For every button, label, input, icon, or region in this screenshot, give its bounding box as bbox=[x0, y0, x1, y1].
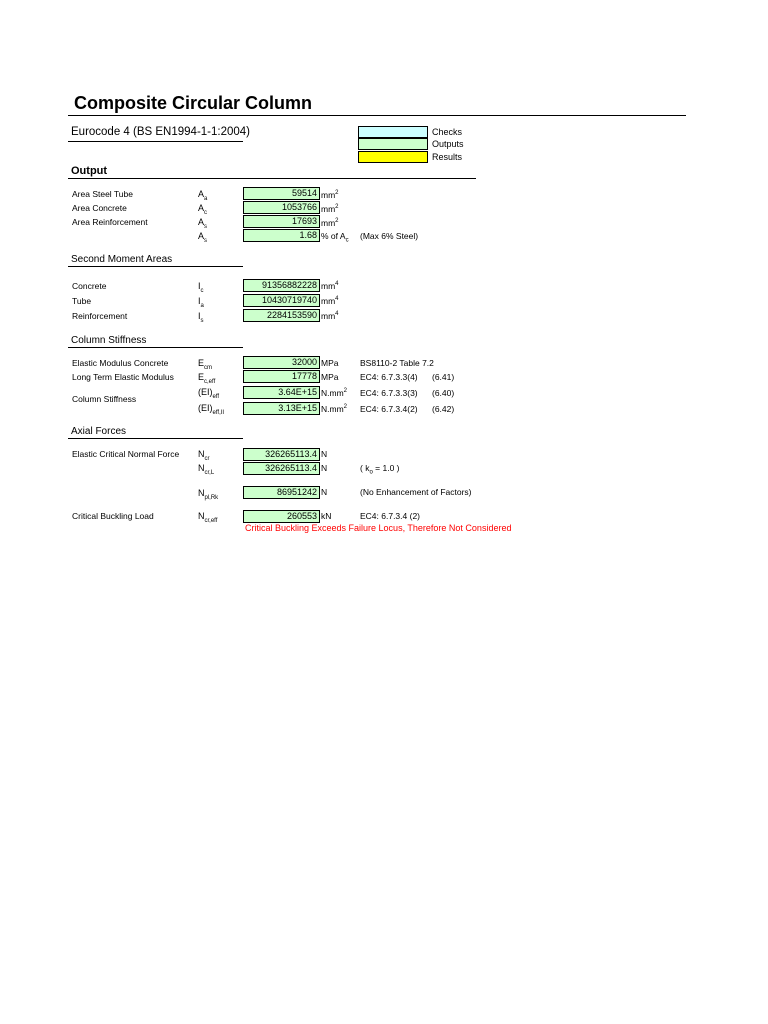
section-axial-divider bbox=[68, 438, 243, 439]
moment-tube-symbol: $I_a$ bbox=[198, 296, 204, 309]
area-reinforcement-symbol: $A_s$ bbox=[198, 217, 208, 230]
eceff-value: 17778 bbox=[243, 370, 320, 383]
legend-results-label: Results bbox=[432, 152, 463, 162]
ei-eff-equation: (6.40) bbox=[432, 388, 455, 398]
moment-reinforcement-symbol: $I_s$ bbox=[198, 311, 204, 324]
moment-reinforcement-unit: $mm^4$ bbox=[321, 310, 339, 321]
area-concrete-unit: $mm^2$ bbox=[321, 203, 339, 214]
ncrl-value: 326265113.4 bbox=[243, 462, 320, 475]
moment-tube-label: Tube bbox=[72, 296, 92, 306]
section-second-moment: Second Moment Areas bbox=[71, 254, 173, 265]
steel-ratio-symbol: $A_s$ bbox=[198, 231, 208, 244]
eceff-equation: (6.41) bbox=[432, 372, 455, 382]
ecm-label: Elastic Modulus Concrete bbox=[72, 358, 169, 368]
eceff-symbol: $E_{c,eff}$ bbox=[198, 372, 216, 385]
legend-outputs-swatch bbox=[358, 138, 428, 150]
moment-tube-value: 10430719740 bbox=[243, 294, 320, 307]
section-output: Output bbox=[71, 165, 108, 177]
ei-eff2-unit: $N.mm^2$ bbox=[321, 403, 348, 414]
ei-eff2-equation: (6.42) bbox=[432, 404, 455, 414]
area-concrete-label: Area Concrete bbox=[72, 203, 127, 213]
ncreff-reference: EC4: 6.7.3.4 (2) bbox=[360, 511, 421, 521]
ei-eff2-reference: EC4: 6.7.3.4(2) bbox=[360, 404, 418, 414]
nplrk-symbol: $N_{pl,Rk}$ bbox=[198, 488, 219, 501]
title-divider bbox=[68, 115, 686, 116]
steel-ratio-unit: % of $A_c$ bbox=[321, 231, 349, 244]
nplrk-unit: N bbox=[321, 487, 328, 497]
ncr-unit: N bbox=[321, 449, 328, 459]
ncreff-unit: kN bbox=[321, 511, 332, 521]
area-steel-tube-label: Area Steel Tube bbox=[72, 189, 133, 199]
area-concrete-symbol: $A_c$ bbox=[198, 203, 208, 216]
ei-eff2-symbol: $(EI)_{eff,II}$ bbox=[198, 403, 225, 416]
steel-ratio-value: 1.68 bbox=[243, 229, 320, 242]
nplrk-value: 86951242 bbox=[243, 486, 320, 499]
ncr-label: Elastic Critical Normal Force bbox=[72, 449, 180, 459]
moment-concrete-value: 91356882228 bbox=[243, 279, 320, 292]
page-title: Composite Circular Column bbox=[74, 93, 313, 113]
ei-eff-value: 3.64E+15 bbox=[243, 386, 320, 399]
buckling-warning: Critical Buckling Exceeds Failure Locus, Therefore Not Considered bbox=[245, 523, 512, 533]
moment-reinforcement-value: 2284153590 bbox=[243, 309, 320, 322]
area-steel-tube-value: 59514 bbox=[243, 187, 320, 200]
ecm-value: 32000 bbox=[243, 356, 320, 369]
ecm-unit: MPa bbox=[321, 358, 339, 368]
section-axial: Axial Forces bbox=[71, 426, 127, 437]
legend-outputs-label: Outputs bbox=[432, 139, 464, 149]
ei-eff2-value: 3.13E+15 bbox=[243, 402, 320, 415]
subtitle-divider bbox=[68, 141, 243, 142]
section-stiffness-divider bbox=[68, 347, 243, 348]
ei-eff-reference: EC4: 6.7.3.3(3) bbox=[360, 388, 418, 398]
section-second-moment-divider bbox=[68, 266, 243, 267]
ncreff-symbol: $N_{cr,eff}$ bbox=[198, 511, 218, 524]
area-concrete-value: 1053766 bbox=[243, 201, 320, 214]
section-output-divider bbox=[68, 178, 476, 179]
eceff-label: Long Term Elastic Modulus bbox=[72, 372, 174, 382]
ncr-symbol: $N_{cr}$ bbox=[198, 449, 210, 462]
page-subtitle: Eurocode 4 (BS EN1994-1-1:2004) bbox=[71, 126, 250, 138]
area-reinforcement-unit: $mm^2$ bbox=[321, 217, 339, 228]
eceff-unit: MPa bbox=[321, 372, 339, 382]
ncrl-unit: N bbox=[321, 463, 328, 473]
ei-eff-unit: $N.mm^2$ bbox=[321, 387, 348, 398]
moment-reinforcement-label: Reinforcement bbox=[72, 311, 128, 321]
moment-tube-unit: $mm^4$ bbox=[321, 295, 339, 306]
legend-checks-swatch bbox=[358, 126, 428, 138]
moment-concrete-unit: $mm^4$ bbox=[321, 280, 339, 291]
ncr-value: 326265113.4 bbox=[243, 448, 320, 461]
area-steel-tube-unit: $mm^2$ bbox=[321, 189, 339, 200]
ncreff-value: 260553 bbox=[243, 510, 320, 523]
ecm-symbol: $E_{cm}$ bbox=[198, 358, 213, 371]
moment-concrete-label: Concrete bbox=[72, 281, 107, 291]
legend-results-swatch bbox=[358, 151, 428, 163]
steel-ratio-note: (Max 6% Steel) bbox=[360, 231, 419, 241]
area-reinforcement-value: 17693 bbox=[243, 215, 320, 228]
ncreff-label: Critical Buckling Load bbox=[72, 511, 154, 521]
column-stiffness-label: Column Stiffness bbox=[72, 394, 137, 404]
legend-checks-label: Checks bbox=[432, 127, 463, 137]
ncrl-note: ( $k_o = 1.0$ ) bbox=[360, 463, 400, 476]
area-reinforcement-label: Area Reinforcement bbox=[72, 217, 148, 227]
nplrk-note: (No Enhancement of Factors) bbox=[360, 487, 472, 497]
moment-concrete-symbol: $I_c$ bbox=[198, 281, 204, 294]
section-stiffness: Column Stiffness bbox=[71, 335, 147, 346]
area-steel-tube-symbol: $A_a$ bbox=[198, 189, 208, 202]
ecm-reference: BS8110-2 Table 7.2 bbox=[360, 358, 434, 368]
ei-eff-symbol: $(EI)_{eff}$ bbox=[198, 387, 220, 400]
eceff-reference: EC4: 6.7.3.3(4) bbox=[360, 372, 418, 382]
ncrl-symbol: $N_{cr,L}$ bbox=[198, 463, 215, 476]
